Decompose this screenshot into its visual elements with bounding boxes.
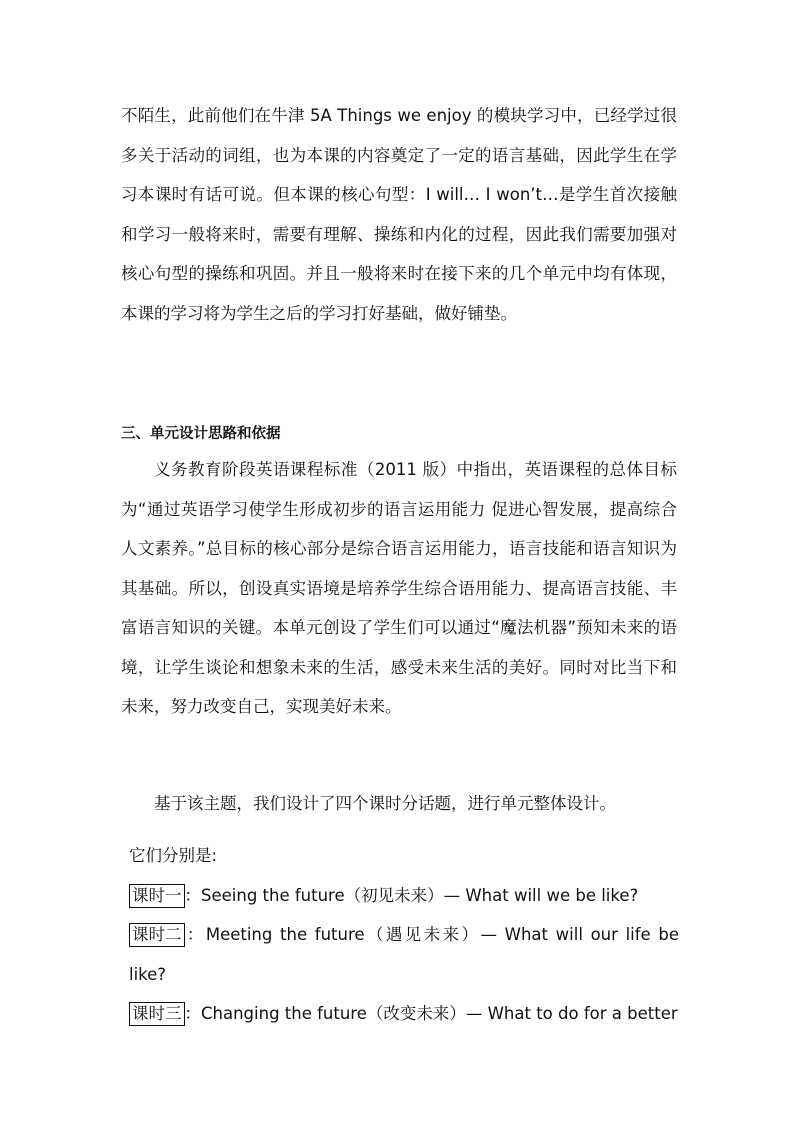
paragraph-curriculum: 义务教育阶段英语课程标准（2011 版）中指出，英语课程的总体目标为“通过英语学习使学生形成初步的语言运用能力 促进心智发展，提高综合人文素养。”总目标的核心部分是综合语言运用能力，语言技能和语言知识为其基础。所以，创设真实语境是培养学生综合语用能力、提高语言技能、丰富语言知识的关键。本单元创设了学生们可以通过“魔法机器”预知未来的语境，让学生谈论和想象未来的生活，感受未来生活的美好。同时对比当下和未来，努力改变自己，实现美好未来。: [121, 460, 677, 716]
lesson-label: 课时二: [129, 923, 185, 947]
lesson-label: 课时三: [129, 1002, 185, 1026]
lesson-text: ：Seeing the future（初见未来）— What will we be like?: [184, 885, 639, 905]
lesson-label: 课时一: [129, 884, 185, 908]
lesson-list: [129, 836, 679, 1034]
section-heading: 三、单元设计思路和依据: [121, 426, 281, 442]
lesson-intro: 它们分别是:: [129, 846, 218, 865]
paragraph-context: 不陌生，此前他们在牛津 5A Things we enjoy 的模块学习中，已经学过很多关于活动的词组，也为本课的内容奠定了一定的语言基础，因此学生在学习本课时有话可说。但本课的核心句型：I will… I won’t…是学生首次接触和学习一般将来时，需要有理解、操练和内化的过程，因此我们需要加强对核心句型的操练和巩固。并且一般将来时在接下来的几个单元中均有体现，本课的学习将为学生之后的学习打好基础，做好铺垫。: [121, 106, 677, 323]
lesson-text: ：Meeting the future（遇见未来）— What will our life be like?: [129, 925, 679, 984]
lesson-item-2: [129, 915, 679, 994]
lesson-text: ：Changing the future（改变未来）— What to do for a better: [184, 1004, 678, 1023]
lesson-item-3: [129, 994, 679, 1034]
paragraph-design: 基于该主题，我们设计了四个课时分话题，进行单元整体设计。: [154, 794, 616, 813]
lesson-item-1: [129, 876, 679, 916]
